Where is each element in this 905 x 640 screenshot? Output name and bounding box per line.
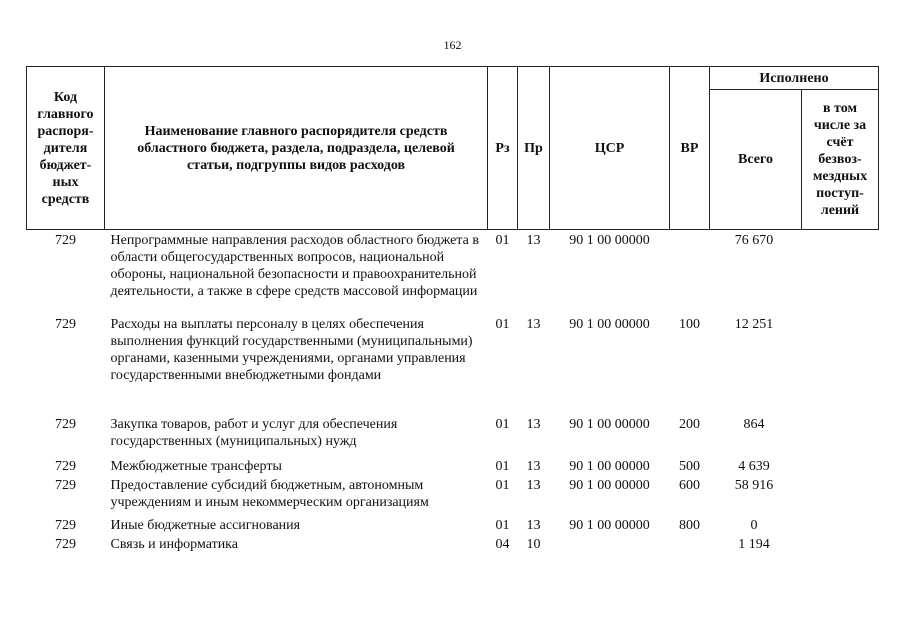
header-vr: ВР — [670, 67, 710, 230]
cell-code: 729 — [55, 317, 76, 332]
cell-rz: 01 — [495, 417, 510, 432]
cell-total: 58 916 — [734, 478, 774, 493]
cell-csr: 90 1 00 00000 — [569, 459, 650, 474]
cell-code: 729 — [55, 417, 76, 432]
cell-name: Иные бюджетные ассигнования — [110, 518, 301, 533]
cell-free — [802, 458, 879, 477]
cell-rz: 01 — [495, 459, 510, 474]
header-pr: Пр — [518, 67, 550, 230]
cell-code: 729 — [55, 537, 76, 552]
cell-code: 729 — [55, 518, 76, 533]
cell-csr: 90 1 00 00000 — [569, 417, 650, 432]
page-number: 162 — [443, 38, 462, 52]
cell-vr: 100 — [679, 317, 700, 332]
cell-free — [802, 517, 879, 536]
cell-name: Предоставление субсидий бюджетным, автономным учреждениям и иным некоммерческим организациям — [110, 478, 429, 510]
cell-name: Закупка товаров, работ и услуг для обеспечения государственных (муниципальных) нужд — [110, 417, 398, 449]
cell-name: Связь и информатика — [110, 537, 238, 552]
cell-pr: 13 — [526, 459, 541, 474]
cell-pr: 13 — [526, 417, 541, 432]
cell-total: 4 639 — [738, 459, 770, 474]
table-row — [27, 316, 879, 416]
cell-vr — [670, 230, 710, 317]
cell-vr: 600 — [679, 478, 700, 493]
cell-free — [802, 416, 879, 458]
cell-free — [802, 230, 879, 317]
cell-vr: 200 — [679, 417, 700, 432]
cell-free — [802, 477, 879, 517]
cell-pr: 13 — [526, 317, 541, 332]
cell-vr: 500 — [679, 459, 700, 474]
cell-csr: 90 1 00 00000 — [569, 478, 650, 493]
cell-name: Непрограммные направления расходов областного бюджета в области общегосударственных вопросов, национальной обороны, национальной безопасности и правоохранительной деятельности, а также в сфере средств массовой информации — [110, 233, 479, 299]
cell-csr: 90 1 00 00000 — [569, 317, 650, 332]
cell-total: 1 194 — [738, 537, 770, 552]
table-row — [27, 416, 879, 458]
cell-vr: 800 — [679, 518, 700, 533]
table-header — [27, 67, 879, 230]
cell-vr — [670, 536, 710, 555]
cell-rz: 04 — [495, 537, 510, 552]
cell-name: Расходы на выплаты персоналу в целях обеспечения выполнения функций государственными (муниципальными) органами, казенными учреждениями, органами управления государственными внебюджетными фондами — [110, 317, 473, 383]
table-body — [27, 230, 879, 556]
cell-rz: 01 — [495, 317, 510, 332]
header-incl-free: в том числе за счёт безвоз-мездных поступ-лений — [802, 90, 879, 230]
cell-pr: 13 — [526, 233, 541, 248]
cell-csr: 90 1 00 00000 — [569, 233, 650, 248]
table-row — [27, 458, 879, 477]
cell-rz: 01 — [495, 518, 510, 533]
cell-pr: 13 — [526, 478, 541, 493]
cell-code: 729 — [55, 233, 76, 248]
cell-csr — [550, 536, 670, 555]
table-row — [27, 536, 879, 555]
cell-pr: 10 — [526, 537, 541, 552]
table-row — [27, 477, 879, 517]
cell-free — [802, 536, 879, 555]
header-executed: Исполнено — [710, 67, 879, 90]
header-rz: Рз — [488, 67, 518, 230]
cell-rz: 01 — [495, 478, 510, 493]
budget-table — [26, 66, 879, 555]
cell-free — [802, 316, 879, 416]
cell-code: 729 — [55, 478, 76, 493]
cell-name: Межбюджетные трансферты — [110, 459, 282, 474]
header-total: Всего — [710, 90, 802, 230]
cell-csr: 90 1 00 00000 — [569, 518, 650, 533]
cell-rz: 01 — [495, 233, 510, 248]
cell-total: 0 — [750, 518, 758, 533]
header-code: Код главного распоря-дителя бюджет-ных средств — [27, 67, 105, 230]
cell-pr: 13 — [526, 518, 541, 533]
cell-code: 729 — [55, 459, 76, 474]
cell-total: 12 251 — [734, 317, 774, 332]
header-name: Наименование главного распорядителя средств областного бюджета, раздела, подраздела, целевой статьи, подгруппы видов расходов — [105, 67, 488, 230]
cell-total: 76 670 — [734, 233, 774, 248]
header-csr: ЦСР — [550, 67, 670, 230]
cell-total: 864 — [743, 417, 765, 432]
table-row — [27, 517, 879, 536]
table-row — [27, 230, 879, 317]
